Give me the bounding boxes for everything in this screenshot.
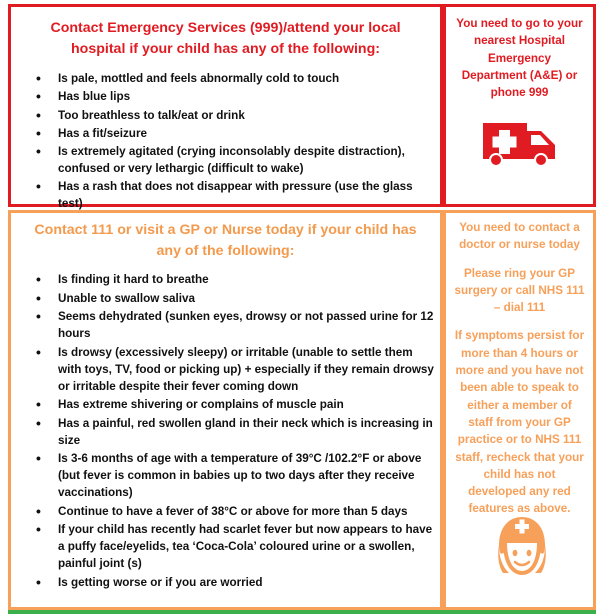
- list-item: • Seems dehydrated (sunken eyes, drowsy or not passed urine for 12 hours: [58, 308, 438, 342]
- nurse-icon: [491, 515, 553, 577]
- gp-action-text-1: You need to contact a doctor or nurse today: [459, 221, 580, 252]
- emergency-action-panel: [443, 4, 596, 207]
- list-item: • Unable to swallow saliva: [58, 290, 438, 307]
- list-item: • Too breathless to talk/eat or drink: [58, 107, 438, 124]
- emergency-panel: [8, 4, 443, 211]
- list-item: • Has a painful, red swollen gland in their neck which is increasing in size: [58, 415, 438, 449]
- emergency-symptom-list: [58, 70, 438, 214]
- list-item: • Is pale, mottled and feels abnormally cold to touch: [58, 70, 438, 87]
- gp-action-panel: [443, 210, 596, 610]
- gp-symptom-list: [58, 271, 438, 592]
- emergency-heading: Contact Emergency Services (999)/attend your local hospital if your child has any of the following:: [50, 20, 401, 57]
- gp-action-text-2: Please ring your GP surgery or call NHS 111 – dial 111: [454, 266, 585, 315]
- list-item: • Is getting worse or if you are worried: [58, 574, 438, 591]
- list-item: • Continue to have a fever of 38°C or above for more than 5 days: [58, 503, 438, 520]
- list-item: • Has a fit/seizure: [58, 125, 438, 142]
- list-item: • Is drowsy (excessively sleepy) or irritable (unable to settle them with toys, TV, food or picking up) + especially if they remain drowsy or irritable despite their fever coming down: [58, 344, 438, 395]
- footer-divider: [8, 610, 596, 614]
- list-item: • If your child has recently had scarlet fever but now appears to have a puffy face/eyelids, tea ‘Coca-Cola’ coloured urine or a swollen, painful joint (s): [58, 521, 438, 572]
- list-item: • Has a rash that does not disappear with pressure (use the glass test): [58, 178, 438, 212]
- list-item: • Is finding it hard to breathe: [58, 271, 438, 288]
- list-item: • Has blue lips: [58, 88, 438, 105]
- gp-nurse-panel: [8, 210, 443, 610]
- emergency-action-text: You need to go to your nearest Hospital Emergency Department (A&E) or phone 999: [456, 17, 583, 100]
- gp-action-text-3: If symptoms persist for more than 4 hours or more and you have not been able to speak to either a member of staff from your GP practice or to NHS 111 staff, recheck that your child has not developed any red features as above.: [454, 329, 585, 516]
- list-item: • Is 3-6 months of age with a temperature of 39°C /102.2°F or above (but fever is common in babies up to two days after they receive vaccinations): [58, 450, 438, 501]
- list-item: • Has extreme shivering or complains of muscle pain: [58, 396, 438, 413]
- list-item: • Is extremely agitated (crying inconsolably despite distraction), confused or very lethargic (difficult to wake): [58, 143, 438, 177]
- gp-nurse-heading: Contact 111 or visit a GP or Nurse today if your child has any of the following:: [34, 222, 417, 259]
- ambulance-icon: [479, 117, 559, 169]
